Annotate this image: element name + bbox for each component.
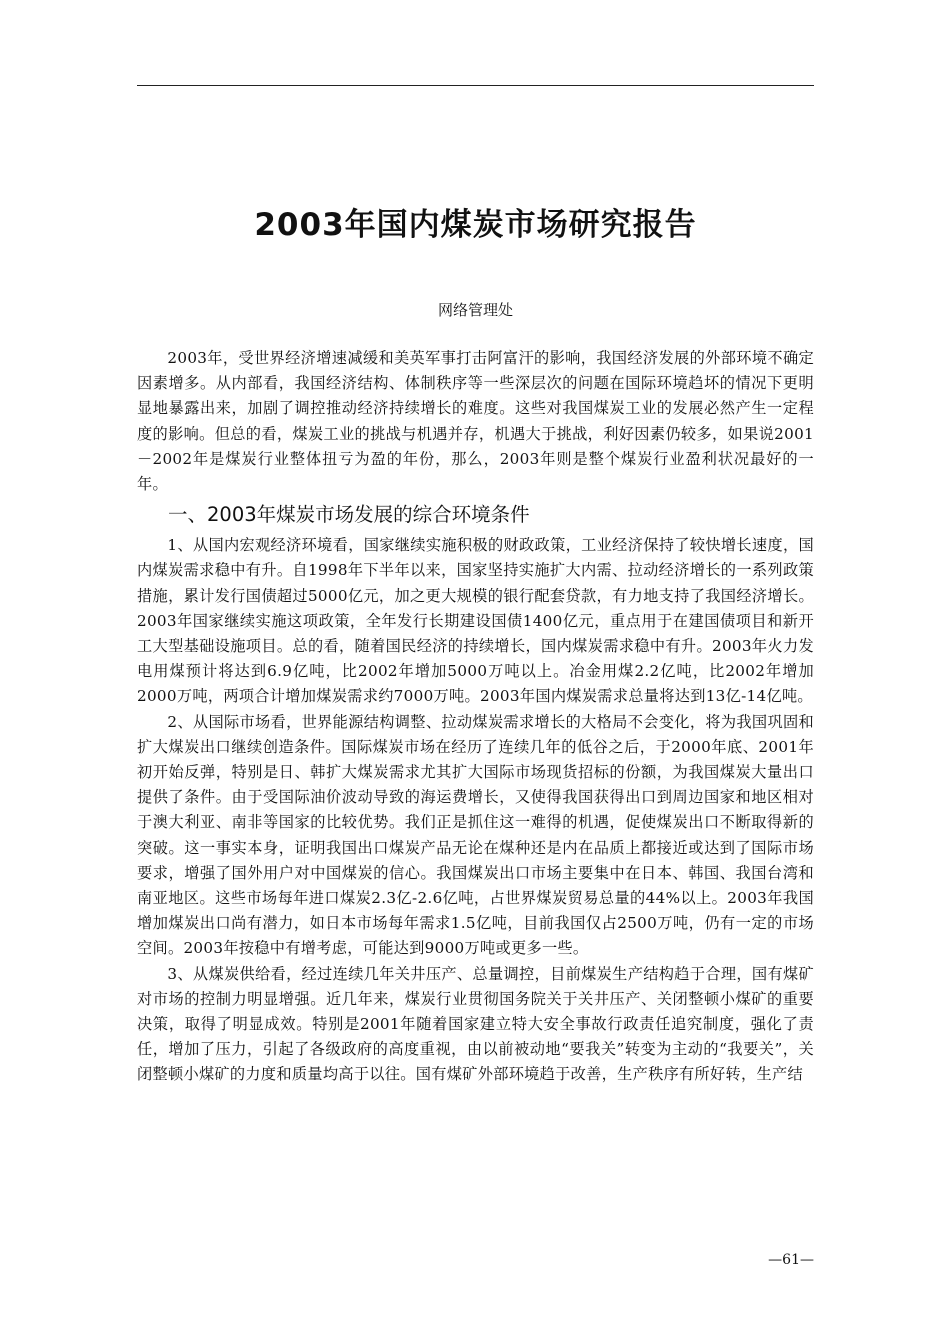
page-number: —61— <box>768 1252 814 1268</box>
header-rule <box>137 85 814 86</box>
document-body <box>137 346 814 1088</box>
intro-paragraph: 2003年，受世界经济增速减缓和美英军事打击阿富汗的影响，我国经济发展的外部环境不确定因素增多。从内部看，我国经济结构、体制秩序等一些深层次的问题在国际环境趋坏的情况下更明显地暴露出来，加剧了调控推动经济持续增长的难度。这些对我国煤炭工业的发展必然产生一定程度的影响。但总的看，煤炭工业的挑战与机遇并存，机遇大于挑战，利好因素仍较多，如果说2001－2002年是煤炭行业整体扭亏为盈的年份，那么，2003年则是整个煤炭行业盈利状况最好的一年。 <box>137 349 814 494</box>
body-paragraph-3: 3、从煤炭供给看，经过连续几年关井压产、总量调控，目前煤炭生产结构趋于合理，国有煤矿对市场的控制力明显增强。近几年来，煤炭行业贯彻国务院关于关井压产、关闭整顿小煤矿的重要决策，取得了明显成效。特别是2001年随着国家建立特大安全事故行政责任追究制度，强化了责任，增加了压力，引起了各级政府的高度重视，由以前被动地“要我关”转变为主动的“我要关”，关闭整顿小煤矿的力度和质量均高于以往。国有煤矿外部环境趋于改善，生产秩序有所好转，生产结 <box>137 964 814 1084</box>
section-heading: 一、2003年煤炭市场发展的综合环境条件 <box>168 503 530 527</box>
body-paragraph-2: 2、从国际市场看，世界能源结构调整、拉动煤炭需求增长的大格局不会变化，将为我国巩固和扩大煤炭出口继续创造条件。国际煤炭市场在经历了连续几年的低谷之后，于2000年底、2001年初开始反弹，特别是日、韩扩大煤炭需求尤其扩大国际市场现货招标的份额，为我国煤炭大量出口提供了条件。由于受国际油价波动导致的海运费增长，又使得我国获得出口到周边国家和地区相对于澳大利亚、南非等国家的比较优势。我们正是抓住这一难得的机遇，促使煤炭出口不断取得新的突破。这一事实本身，证明我国出口煤炭产品无论在煤种还是内在品质上都接近或达到了国际市场要求，增强了国外用户对中国煤炭的信心。我国煤炭出口市场主要集中在日本、韩国、我国台湾和南亚地区。这些市场每年进口煤炭2.3亿-2.6亿吨，占世界煤炭贸易总量的44%以上。2003年我国增加煤炭出口尚有潜力，如日本市场每年需求1.5亿吨，目前我国仅占2500万吨，仍有一定的市场空间。2003年按稳中有增考虑，可能达到9000万吨或更多一些。 <box>137 712 814 958</box>
body-paragraph-1: 1、从国内宏观经济环境看，国家继续实施积极的财政政策，工业经济保持了较快增长速度，国内煤炭需求稳中有升。自1998年下半年以来，国家坚持实施扩大内需、拉动经济增长的一系列政策措施，累计发行国债超过5000亿元，加之更大规模的银行配套贷款，有力地支持了我国经济增长。2003年国家继续实施这项政策，全年发行长期建设国债1400亿元，重点用于在建国债项目和新开工大型基础设施项目。总的看，随着国民经济的持续增长，国内煤炭需求稳中有升。2003年火力发电用煤预计将达到6.9亿吨，比2002年增加5000万吨以上。冶金用煤2.2亿吨，比2002年增加2000万吨，两项合计增加煤炭需求约7000万吨。2003年国内煤炭需求总量将达到13亿-14亿吨。 <box>137 536 814 706</box>
document-title: 2003年国内煤炭市场研究报告 <box>254 207 697 243</box>
document-author: 网络管理处 <box>437 301 513 319</box>
